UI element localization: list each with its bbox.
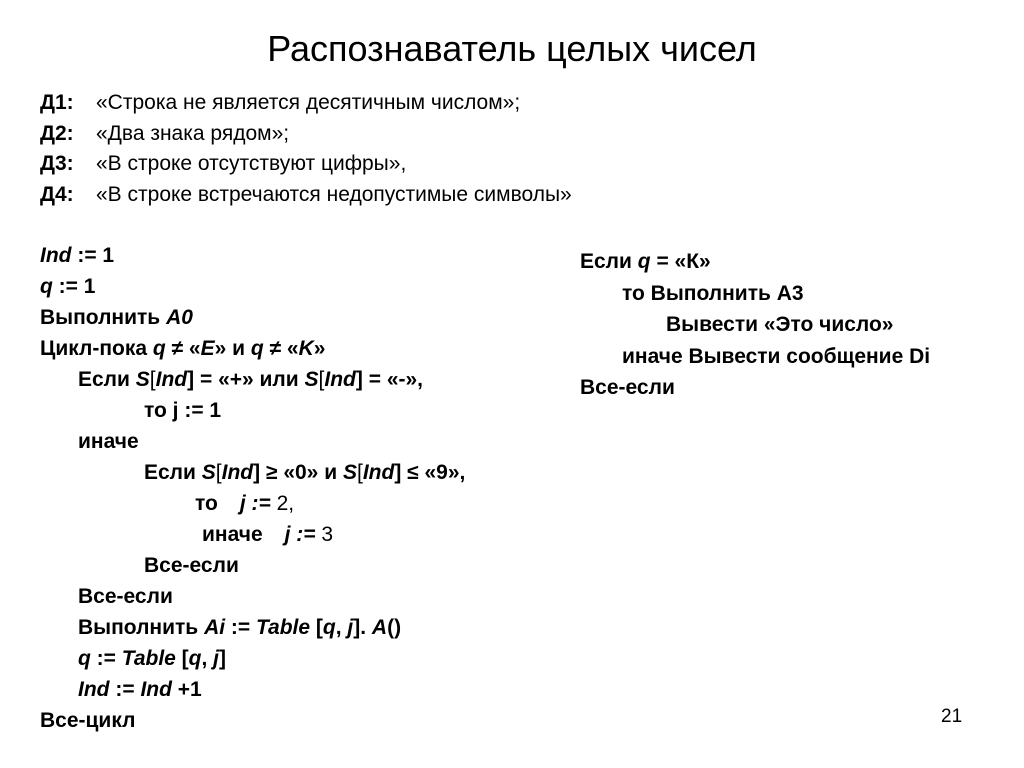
var-s: S [304,368,319,391]
var-ind: Ind [362,461,395,484]
code-line [40,457,465,488]
var-ind: Ind [78,678,110,701]
slide-number: 21 [941,706,963,727]
state-e: E [200,337,215,360]
keyword: Цикл-пока [40,337,153,360]
code-line [40,643,465,674]
code-text: [ [310,616,323,639]
keyword: Если [580,250,638,273]
keyword: Все-если [78,585,173,608]
var-q: q [250,337,264,360]
code-text: := [290,523,322,546]
diagnostic-item [40,149,572,180]
var-q: q [152,337,166,360]
var-j: j [284,523,291,546]
diagnostic-item [40,119,572,150]
code-line [40,271,465,302]
code-line [40,240,465,271]
var-ind: Ind [140,678,172,701]
diagnostic-text: «В строке отсутствуют цифры», [96,152,407,175]
code-line [40,519,465,550]
var-q: q [78,647,91,670]
diagnostic-item [40,88,572,119]
var-q: q [40,275,53,298]
code-line [40,705,465,736]
code-text: ] ≤ «9», [394,461,466,484]
var-ind: Ind [40,244,72,267]
keyword: Все-цикл [40,709,136,732]
code-text: := [90,647,122,670]
var-s: S [201,461,216,484]
code-line [40,488,465,519]
diagnostics-list [40,88,572,210]
diagnostic-code: Д4: [40,182,74,206]
code-line [40,550,465,581]
code-text: ] [219,647,227,670]
state-k: K [298,337,314,360]
code-text: := [225,616,256,639]
diagnostic-code: Д1: [40,91,74,114]
var-j: j [213,647,220,670]
var-j: j [347,616,354,639]
code-text: ]. [353,616,372,639]
code-line [40,395,465,426]
diagnostic-item [40,180,572,211]
code-text: иначе Вывести сообщение Di [622,344,931,368]
var-ind: Ind [155,368,188,391]
var-table: Table [256,616,311,639]
var-ai: Ai [204,616,226,639]
code-text: [ [318,368,325,391]
var-q: q [322,616,336,639]
diagnostic-text: «В строке встречаются недопустимые символы» [96,182,572,206]
action-name: A0 [166,306,193,329]
code-text: ] ≥ «0» и [253,461,343,484]
var-table: Table [121,647,176,670]
diagnostic-text: «Два знака рядом»; [96,121,290,145]
code-text: , [335,616,348,639]
code-text: ] = «+» или [187,368,305,391]
code-text: , [201,647,214,670]
keyword: иначе [78,430,139,453]
algorithm-final-check [580,246,930,404]
code-line [40,364,465,395]
code-line [40,333,465,364]
code-text: ] = «-», [355,368,424,391]
var-j: j [239,492,246,515]
keyword: Все-если [144,554,239,577]
code-text: := 1 [52,275,96,298]
code-text: [ [175,647,189,670]
code-line [40,674,465,705]
code-text: [ [356,461,363,484]
code-text: () [387,616,402,639]
code-text: » [313,337,326,360]
var-q: q [188,647,202,670]
code-text: := [245,492,277,515]
code-line [580,309,930,341]
code-line [40,302,465,333]
keyword: Если [78,368,136,391]
code-line [40,581,465,612]
code-text: := [109,678,141,701]
var-q: q [637,250,651,273]
code-text: то Выполнить А3 [622,281,804,305]
code-text: 2, [276,492,295,515]
code-line [580,278,930,310]
code-text: ≠ « [165,337,201,360]
keyword: Выполнить [78,616,205,639]
diagnostic-code: Д3: [40,152,74,175]
keyword: то [195,492,218,515]
algorithm-main [40,240,465,736]
code-line [40,612,465,643]
code-text: := 1 [71,244,115,267]
var-s: S [135,368,150,391]
code-text: [ [149,368,156,391]
var-s: S [342,461,357,484]
code-text: Вывести «Это число» [666,313,894,336]
code-text: » и [214,337,251,360]
var-ind: Ind [221,461,254,484]
code-text: [ [215,461,222,484]
code-line [580,341,930,373]
keyword: Все-если [580,376,675,399]
var-a: A [371,616,388,639]
code-text: то j := 1 [144,399,222,422]
code-line [580,246,930,278]
keyword: Если [144,461,202,484]
keyword: Выполнить [40,306,167,329]
code-text: ≠ « [263,337,299,360]
diagnostic-text: «Строка не является десятичным числом»; [96,91,521,114]
code-line [580,372,930,404]
keyword: иначе [202,523,263,546]
slide-title: Распознаватель целых чисел [267,28,757,69]
code-text: 3 [321,523,334,546]
var-ind: Ind [324,368,356,391]
code-line [40,426,465,457]
diagnostic-code: Д2: [40,121,74,145]
code-text: +1 [171,678,202,701]
code-text: = «К» [650,250,711,273]
